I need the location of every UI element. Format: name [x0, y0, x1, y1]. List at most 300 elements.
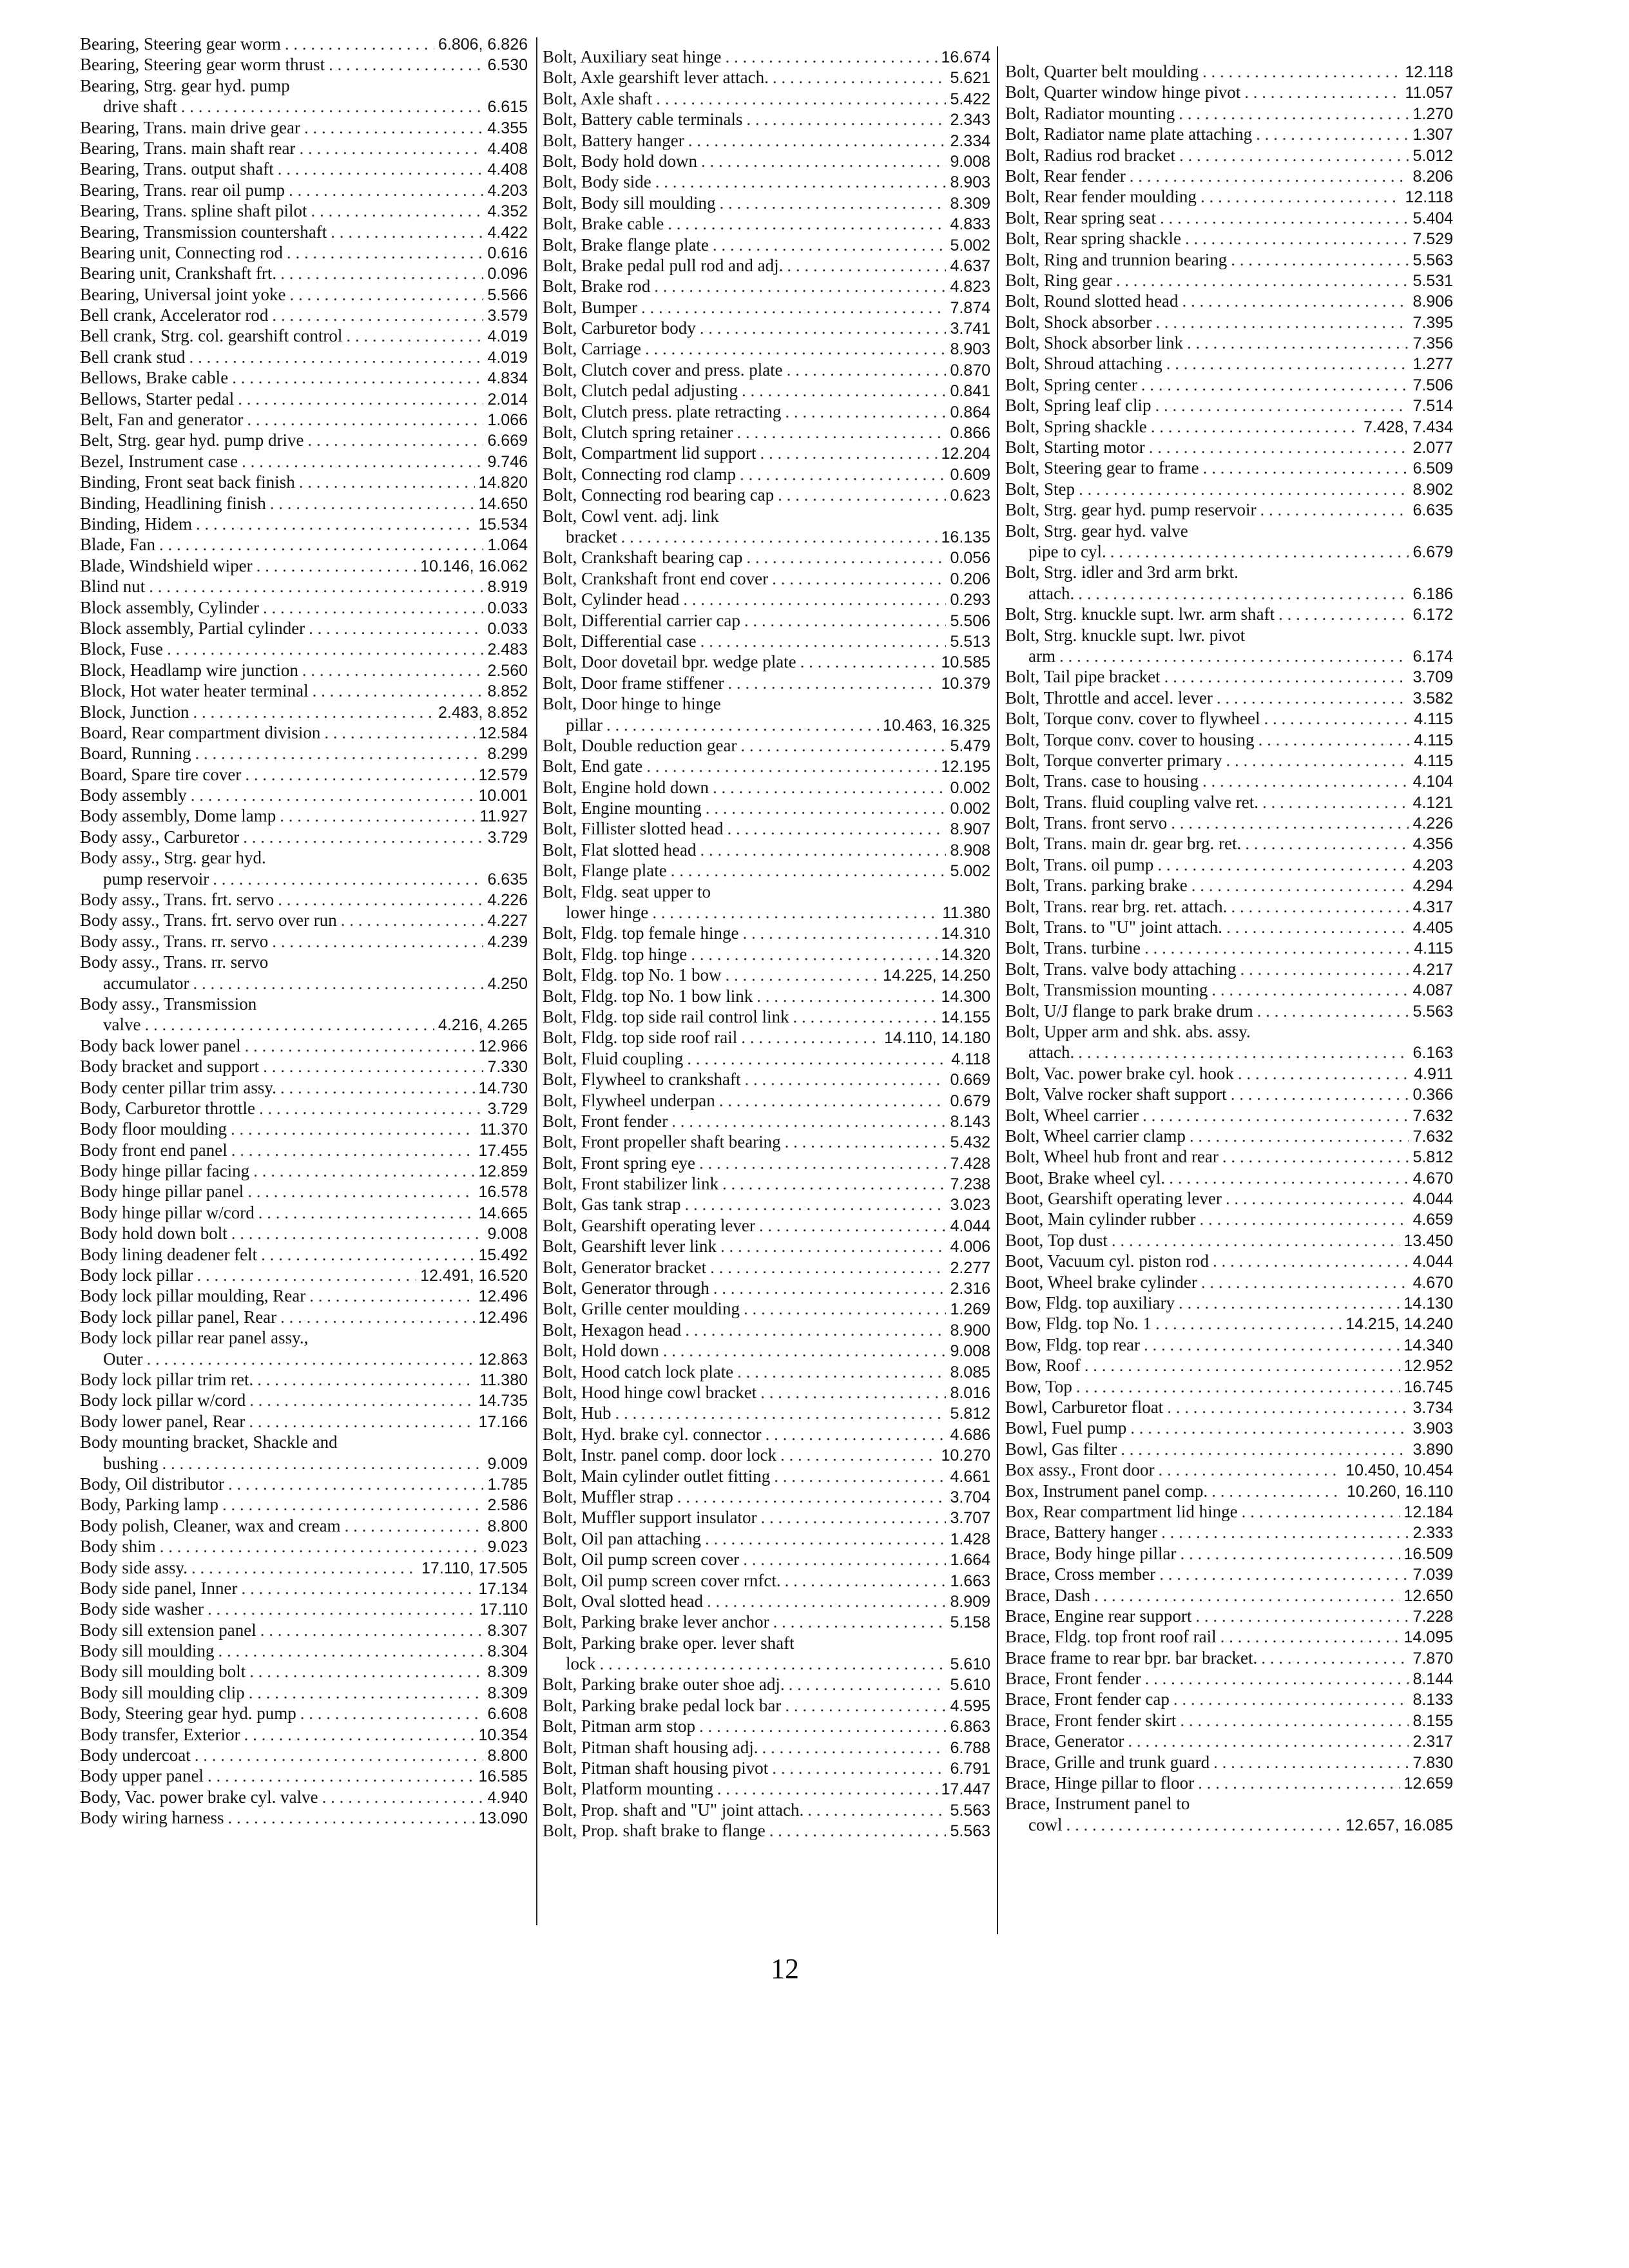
leader-dots	[780, 1445, 938, 1465]
index-entry	[1005, 1689, 1453, 1709]
index-entry	[1005, 541, 1453, 562]
leader-dots	[742, 380, 946, 401]
index-entry	[543, 735, 990, 756]
entry-label: Bolt, Flywheel to crankshaft	[543, 1070, 741, 1090]
entry-reference: 8.900	[950, 1321, 990, 1340]
index-entry	[543, 193, 990, 213]
entry-label: Bearing, Transmission countershaft	[80, 222, 327, 242]
entry-label: Body assy., Trans. frt. servo	[80, 890, 275, 910]
index-entry	[543, 526, 990, 547]
entry-label: Bearing, Trans. main drive gear	[80, 117, 300, 137]
leader-dots	[759, 1215, 947, 1236]
entry-reference: 12.118	[1405, 63, 1453, 81]
leader-dots	[313, 680, 484, 701]
entry-label: Bolt, Fldg. seat upper to	[543, 881, 711, 901]
index-entry	[1005, 1397, 1453, 1418]
index-entry	[543, 1674, 990, 1695]
entry-reference: 12.966	[478, 1037, 528, 1055]
leader-dots	[787, 360, 947, 380]
entry-reference: 6.174	[1412, 647, 1453, 666]
index-entry	[80, 180, 528, 200]
leader-dots	[1094, 1585, 1400, 1606]
index-entry	[543, 1194, 990, 1215]
leader-dots	[1179, 1293, 1400, 1313]
leader-dots	[289, 284, 483, 305]
entry-reference: 5.479	[950, 736, 990, 755]
entry-reference: 4.670	[1412, 1169, 1453, 1187]
entry-reference: 12.579	[478, 765, 528, 784]
leader-dots	[737, 1361, 946, 1382]
index-entry	[1005, 1564, 1453, 1584]
entry-label: Bolt, Flywheel underpan	[543, 1090, 715, 1110]
index-entry	[543, 1111, 990, 1131]
entry-reference: 6.788	[950, 1738, 990, 1757]
entry-label: Bezel, Instrument case	[80, 451, 238, 471]
entry-reference: 0.056	[950, 549, 990, 568]
index-entry	[1005, 312, 1453, 332]
leader-dots	[773, 67, 947, 88]
entry-reference: 4.352	[487, 202, 528, 221]
entry-label: attach.	[1028, 1043, 1075, 1062]
column-divider	[997, 46, 998, 1934]
leader-dots	[789, 1674, 947, 1695]
entry-label: Body assy., Strg. gear hyd.	[80, 848, 266, 868]
entry-label: Bow, Fldg. top No. 1	[1005, 1314, 1152, 1334]
entry-reference: 1.663	[950, 1571, 990, 1590]
leader-dots	[249, 1661, 483, 1682]
entry-label: bushing	[103, 1453, 159, 1473]
index-entry	[1005, 1626, 1453, 1647]
index-entry	[543, 1424, 990, 1445]
entry-label: Bolt, Rear spring shackle	[1005, 229, 1181, 249]
index-entry	[543, 401, 990, 422]
leader-dots	[278, 159, 484, 179]
leader-dots	[1238, 1063, 1410, 1084]
entry-reference: 7.238	[950, 1175, 990, 1194]
index-entry	[80, 1098, 528, 1119]
entry-reference: 14.130	[1403, 1294, 1453, 1313]
entry-label: Bolt, Door dovetail bpr. wedge plate	[543, 652, 796, 672]
index-entry	[80, 1807, 528, 1828]
entry-label: Bolt, Brake rod	[543, 276, 651, 296]
entry-label: Bolt, Muffler strap	[543, 1486, 673, 1506]
leader-dots	[655, 171, 947, 192]
entry-label: Bolt, Fillister slotted head	[543, 819, 724, 839]
entry-label: Bolt, Wheel hub front and rear	[1005, 1147, 1219, 1167]
index-entry	[1005, 750, 1453, 771]
index-entry	[80, 1745, 528, 1765]
entry-label: Bolt, Connecting rod bearing cap	[543, 485, 775, 505]
index-entry	[543, 631, 990, 651]
index-entry	[80, 869, 528, 889]
entry-label: Body transfer, Exterior	[80, 1724, 240, 1744]
entry-reference: 6.635	[487, 870, 528, 889]
entry-reference: 14.735	[478, 1392, 528, 1410]
entry-label: Bearing, Trans. output shaft	[80, 159, 274, 179]
entry-reference: 4.405	[1412, 919, 1453, 937]
entry-reference: 14.095	[1403, 1628, 1453, 1647]
index-entry	[543, 798, 990, 818]
entry-reference: 5.531	[1412, 271, 1453, 290]
entry-label: Block, Fuse	[80, 639, 164, 659]
entry-label: Body, Carburetor throttle	[80, 1098, 255, 1118]
index-entry	[80, 1077, 528, 1098]
index-entry	[1005, 1543, 1453, 1564]
entry-label: Body center pillar trim assy.	[80, 1077, 276, 1097]
entry-label: Bolt, Hexagon head	[543, 1320, 682, 1340]
entry-label: Bolt, Double reduction gear	[543, 735, 737, 755]
entry-reference: 7.039	[1412, 1566, 1453, 1584]
index-entry	[80, 1140, 528, 1160]
index-entry	[1005, 1752, 1453, 1773]
entry-reference: 5.563	[950, 1801, 990, 1820]
leader-dots	[615, 1403, 947, 1423]
leader-dots	[162, 1453, 484, 1474]
entry-label: Body sill moulding bolt	[80, 1662, 246, 1682]
entry-label: Block, Junction	[80, 702, 189, 722]
entry-reference: 7.428, 7.434	[1363, 418, 1453, 436]
leader-dots	[1141, 374, 1409, 395]
leader-dots	[757, 986, 937, 1006]
leader-dots	[785, 401, 946, 422]
entry-label: Bolt, Strg. gear hyd. valve	[1005, 521, 1188, 541]
entry-reference: 11.380	[942, 904, 990, 923]
index-entry	[80, 1557, 528, 1578]
leader-dots	[710, 1257, 946, 1278]
index-entry	[543, 1257, 990, 1278]
leader-dots	[1164, 666, 1409, 687]
entry-reference: 1.270	[1412, 104, 1453, 123]
index-entry	[543, 1570, 990, 1591]
leader-dots	[641, 297, 946, 318]
leader-dots	[245, 1035, 475, 1056]
entry-reference: 0.864	[950, 403, 990, 421]
index-entry	[543, 693, 990, 714]
entry-reference: 14.320	[941, 945, 990, 964]
index-entry	[80, 1223, 528, 1244]
index-entry	[1005, 1126, 1453, 1146]
leader-dots	[700, 318, 947, 338]
entry-label: Bolt, Starting motor	[1005, 437, 1145, 457]
entry-reference: 2.316	[950, 1280, 990, 1298]
entry-label: Bolt, Clutch spring retainer	[543, 423, 733, 443]
index-entry	[543, 1716, 990, 1736]
entry-label: Body mounting bracket, Shackle and	[80, 1432, 338, 1452]
entry-reference: 7.506	[1412, 376, 1453, 394]
entry-reference: 12.650	[1403, 1586, 1453, 1605]
leader-dots	[1079, 479, 1409, 499]
entry-reference: 0.033	[487, 619, 528, 638]
leader-dots	[272, 305, 483, 325]
entry-reference: 6.186	[1412, 584, 1453, 603]
entry-reference: 4.121	[1412, 793, 1453, 812]
entry-reference: 4.408	[487, 160, 528, 179]
index-column-2	[543, 46, 990, 1841]
entry-reference: 7.830	[1412, 1753, 1453, 1772]
entry-label: Bolt, Axle shaft	[543, 88, 653, 108]
entry-label: Bell crank, Accelerator rod	[80, 305, 269, 325]
entry-label: Bolt, Cylinder head	[543, 590, 680, 610]
entry-label: Body lock pillar moulding, Rear	[80, 1286, 306, 1306]
index-entry	[80, 1285, 528, 1306]
index-entry	[1005, 166, 1453, 186]
leader-dots	[256, 555, 417, 576]
leader-dots	[606, 715, 879, 735]
entry-label: Outer	[103, 1349, 143, 1369]
index-entry	[1005, 1585, 1453, 1606]
entry-reference: 12.204	[941, 445, 990, 463]
entry-label: Bolt, Radius rod bracket	[1005, 145, 1175, 165]
leader-dots	[159, 534, 483, 555]
leader-dots	[1199, 1209, 1409, 1229]
entry-label: Body upper panel	[80, 1766, 204, 1786]
index-entry	[543, 1611, 990, 1632]
leader-dots	[1278, 604, 1409, 624]
entry-label: Bolt, Fldg. top side rail control link	[543, 1006, 789, 1026]
index-entry	[1005, 186, 1453, 207]
leader-dots	[244, 1724, 475, 1745]
entry-reference: 6.615	[487, 98, 528, 117]
index-entry	[1005, 374, 1453, 395]
entry-reference: 4.355	[487, 119, 528, 137]
entry-reference: 3.729	[487, 1099, 528, 1118]
leader-dots	[719, 1090, 947, 1111]
index-entry	[80, 1474, 528, 1494]
leader-dots	[287, 242, 483, 263]
index-entry	[543, 1320, 990, 1340]
entry-reference: 4.118	[951, 1050, 990, 1068]
index-entry	[543, 109, 990, 130]
entry-reference: 6.679	[1412, 543, 1453, 561]
entry-label: Board, Rear compartment division	[80, 722, 321, 742]
entry-label: Bolt, Trans. valve body attaching	[1005, 959, 1237, 979]
entry-reference: 15.492	[478, 1245, 528, 1264]
entry-label: Body sill moulding	[80, 1641, 215, 1661]
entry-reference: 4.239	[487, 932, 528, 951]
entry-reference: 6.635	[1412, 501, 1453, 520]
entry-reference: 2.317	[1412, 1733, 1453, 1751]
index-entry	[80, 1494, 528, 1515]
entry-reference: 8.907	[950, 820, 990, 839]
entry-label: lower hinge	[566, 903, 649, 923]
entry-label: Brace, Battery hanger	[1005, 1523, 1158, 1542]
entry-reference: 6.863	[950, 1718, 990, 1736]
index-entry	[543, 818, 990, 839]
entry-reference: 10.585	[941, 653, 990, 672]
entry-reference: 11.370	[479, 1120, 528, 1139]
index-entry	[543, 1153, 990, 1173]
entry-label: Boot, Vacuum cyl. piston rod	[1005, 1251, 1209, 1271]
leader-dots	[280, 263, 483, 284]
index-entry	[80, 534, 528, 555]
leader-dots	[304, 117, 484, 138]
index-entry	[543, 1215, 990, 1236]
entry-reference: 8.309	[950, 194, 990, 213]
leader-dots	[324, 722, 474, 743]
entry-reference: 6.163	[1412, 1044, 1453, 1062]
leader-dots	[1262, 792, 1409, 812]
entry-label: Brace, Generator	[1005, 1731, 1124, 1751]
leader-dots	[1173, 1689, 1409, 1709]
index-entry	[543, 443, 990, 463]
entry-reference: 4.911	[1414, 1064, 1453, 1083]
index-entry	[80, 1787, 528, 1807]
entry-reference: 14.300	[941, 987, 990, 1006]
entry-reference: 0.866	[950, 424, 990, 443]
entry-reference: 4.044	[1412, 1253, 1453, 1271]
leader-dots	[713, 1278, 947, 1298]
leader-dots	[1213, 1251, 1409, 1271]
leader-dots	[1121, 1439, 1409, 1459]
index-entry	[80, 827, 528, 847]
entry-reference: 7.632	[1412, 1106, 1453, 1125]
entry-label: cowl	[1028, 1814, 1063, 1834]
index-entry	[1005, 1710, 1453, 1731]
entry-reference: 14.155	[941, 1008, 990, 1026]
leader-dots	[197, 1265, 416, 1285]
entry-label: Bolt, Trans. parking brake	[1005, 876, 1188, 896]
leader-dots	[1231, 249, 1409, 270]
index-entry	[1005, 82, 1453, 102]
entry-label: Body hinge pillar panel	[80, 1182, 244, 1202]
entry-reference: 13.090	[478, 1809, 528, 1828]
entry-reference: 2.334	[950, 131, 990, 150]
index-entry	[543, 965, 990, 985]
index-entry	[80, 1202, 528, 1223]
entry-reference: 0.669	[950, 1071, 990, 1090]
leader-dots	[231, 1223, 484, 1244]
leader-dots	[1149, 437, 1409, 457]
entry-reference: 0.293	[950, 591, 990, 610]
index-entry	[80, 931, 528, 952]
entry-reference: 0.623	[950, 486, 990, 505]
entry-label: Body floor moulding	[80, 1119, 227, 1139]
index-entry	[80, 1119, 528, 1139]
entry-label: Bolt, Fldg. top No. 1 bow	[543, 965, 722, 985]
index-entry	[543, 1382, 990, 1403]
leader-dots	[1258, 729, 1411, 750]
entry-reference: 8.908	[950, 841, 990, 860]
entry-label: Bolt, Brake pedal pull rod and adj.	[543, 255, 784, 275]
index-entry	[543, 1403, 990, 1423]
entry-reference: 14.820	[478, 474, 528, 492]
entry-reference: 15.534	[478, 515, 528, 533]
index-entry	[1005, 332, 1453, 353]
entry-label: Bolt, Battery cable terminals	[543, 110, 743, 130]
entry-reference: 4.217	[1412, 960, 1453, 979]
entry-label: Bolt, Generator bracket	[543, 1257, 707, 1277]
entry-label: Bolt, Fldg. top No. 1 bow link	[543, 986, 753, 1006]
entry-label: Belt, Strg. gear hyd. pump drive	[80, 430, 304, 450]
entry-label: Body side assy.	[80, 1557, 188, 1577]
leader-dots	[700, 631, 947, 651]
index-entry	[543, 360, 990, 380]
entry-reference: 4.637	[950, 256, 990, 275]
entry-reference: 12.496	[478, 1287, 528, 1306]
entry-reference: 3.707	[950, 1509, 990, 1528]
leader-dots	[1059, 646, 1409, 666]
leader-dots	[289, 180, 483, 200]
leader-dots	[683, 589, 946, 610]
entry-reference: 12.118	[1405, 188, 1453, 207]
leader-dots	[1159, 1459, 1342, 1480]
index-entry	[543, 1278, 990, 1298]
leader-dots	[231, 1119, 476, 1139]
index-entry	[80, 1620, 528, 1640]
index-entry	[1005, 771, 1453, 791]
entry-label: Bolt, Axle gearshift lever attach.	[543, 68, 769, 88]
index-entry	[80, 680, 528, 701]
entry-label: Bolt, Ring gear	[1005, 270, 1112, 290]
entry-reference: 12.195	[941, 758, 990, 776]
entry-reference: 3.741	[950, 320, 990, 338]
index-entry	[1005, 959, 1453, 979]
index-entry	[1005, 1251, 1453, 1271]
entry-reference: 8.909	[950, 1592, 990, 1611]
entry-reference: 5.012	[1412, 146, 1453, 165]
entry-label: Body assembly, Dome lamp	[80, 806, 276, 826]
entry-label: Bow, Top	[1005, 1376, 1072, 1396]
index-entry	[543, 1820, 990, 1841]
entry-label: Body assy., Transmission	[80, 994, 257, 1014]
leader-dots	[195, 1745, 484, 1765]
entry-label: Bellows, Brake cable	[80, 368, 229, 388]
entry-label: Bolt, Engine mounting	[543, 798, 702, 818]
leader-dots	[1179, 103, 1409, 124]
entry-reference: 8.800	[487, 1517, 528, 1535]
entry-reference: 4.203	[1412, 856, 1453, 874]
entry-label: Bowl, Gas filter	[1005, 1439, 1117, 1459]
leader-dots	[1157, 854, 1409, 875]
entry-label: accumulator	[103, 973, 189, 993]
index-entry	[80, 1578, 528, 1599]
entry-reference: 4.294	[1412, 877, 1453, 896]
entry-reference: 11.380	[479, 1371, 528, 1389]
entry-label: Boot, Main cylinder rubber	[1005, 1209, 1196, 1229]
leader-dots	[700, 840, 946, 860]
entry-label: Body hold down bolt	[80, 1224, 227, 1244]
entry-reference: 1.428	[950, 1530, 990, 1548]
leader-dots	[1191, 875, 1409, 896]
entry-reference: 8.309	[487, 1663, 528, 1682]
index-entry	[80, 263, 528, 284]
leader-dots	[280, 1307, 474, 1327]
entry-label: Bolt, Shroud attaching	[1005, 354, 1162, 374]
entry-label: Body assy., Trans. rr. servo	[80, 931, 269, 951]
entry-label: Body hinge pillar facing	[80, 1161, 250, 1181]
entry-label: Bolt, Body sill moulding	[543, 193, 716, 213]
entry-label: Bolt, Instr. panel comp. door lock	[543, 1445, 776, 1465]
entry-reference: 9.008	[950, 152, 990, 171]
leader-dots	[1226, 750, 1411, 771]
leader-dots	[249, 1682, 484, 1703]
index-entry	[80, 1014, 528, 1035]
index-entry	[543, 88, 990, 109]
leader-dots	[713, 235, 947, 255]
index-entry	[80, 409, 528, 430]
leader-dots	[1110, 541, 1409, 562]
index-entry	[543, 1800, 990, 1820]
entry-reference: 10.270	[941, 1446, 990, 1465]
leader-dots	[231, 1140, 475, 1160]
index-entry	[1005, 1021, 1453, 1042]
leader-dots	[1264, 708, 1411, 729]
leader-dots	[1155, 1313, 1342, 1334]
entry-reference: 8.903	[950, 340, 990, 359]
index-entry	[1005, 1793, 1453, 1814]
index-entry	[1005, 249, 1453, 270]
entry-label: Bolt, Auxiliary seat hinge	[543, 47, 722, 66]
